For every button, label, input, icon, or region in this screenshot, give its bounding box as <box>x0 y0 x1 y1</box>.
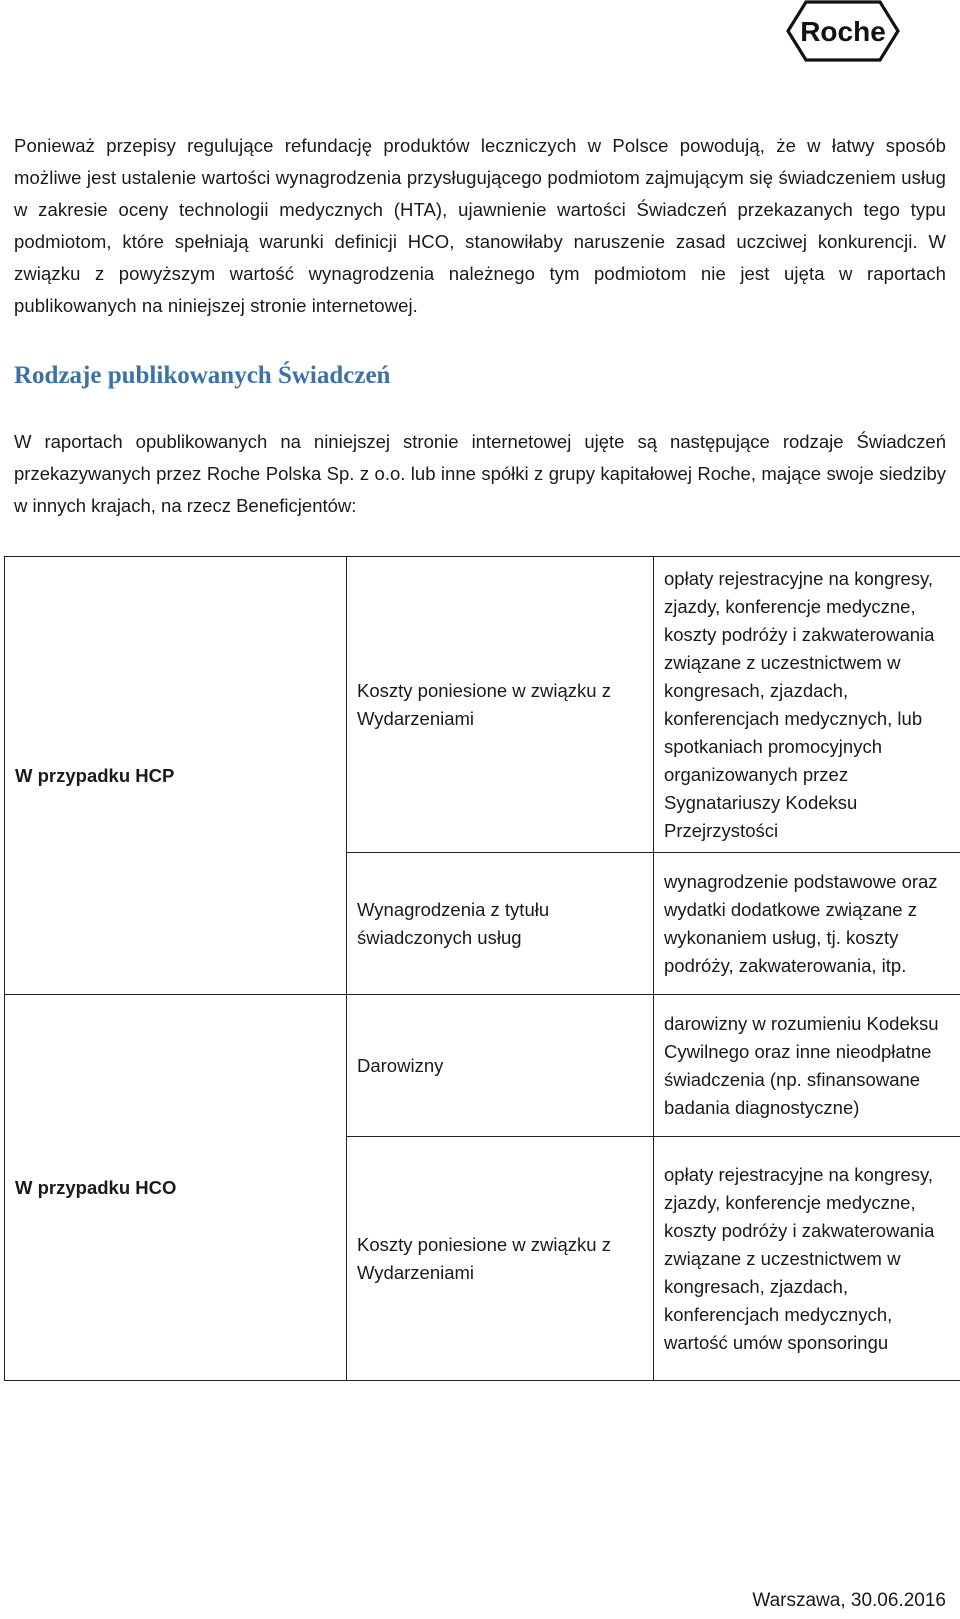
benefit-description-cell: darowizny w rozumieniu Kodeksu Cywilnego oraz inne nieodpłatne świadczenia (np. sfinansowane badania diagnostyczne) <box>654 995 960 1137</box>
lead-paragraph: W raportach opublikowanych na niniejszej stronie internetowej ujęte są następujące rodzaje Świadczeń przekazywanych przez Roche Polska Sp. z o.o. lub inne spółki z grupy kapitałowej Roche, mające swoje siedziby w innych krajach, na rzecz Beneficjentów: <box>14 431 946 516</box>
section-heading: Rodzaje publikowanych Świadczeń <box>14 362 391 389</box>
logo-text: Roche <box>800 16 886 47</box>
benefits-table <box>4 556 960 1381</box>
benefit-description-cell: wynagrodzenie podstawowe oraz wydatki dodatkowe związane z wykonaniem usług, tj. koszty podróży, zakwaterowania, itp. <box>654 853 960 995</box>
table-row <box>5 557 960 853</box>
benefit-type-cell: Koszty poniesione w związku z Wydarzeniami <box>347 1137 654 1381</box>
benefit-description-cell: opłaty rejestracyjne na kongresy, zjazdy, konferencje medyczne, koszty podróży i zakwaterowania związane z uczestnictwem w kongresach, zjazdach, konferencjach medycznych, lub spotkaniach promocyjnych organizowanych przez Sygnatariuszy Kodeksu Przejrzystości <box>654 557 960 853</box>
roche-logo <box>786 0 900 62</box>
intro-paragraph: Ponieważ przepisy regulujące refundację produktów leczniczych w Polsce powodują, że w łatwy sposób możliwe jest ustalenie wartości wynagrodzenia przysługującego podmiotom zajmującym się świadczeniem usług w zakresie oceny technologii medycznych (HTA), ujawnienie wartości Świadczeń przekazanych tego typu podmiotom, które spełniają warunki definicji HCO, stanowiłaby naruszenie zasad uczciwej konkurencji. W związku z powyższym wartość wynagrodzenia należnego tym podmiotom nie jest ujęta w raportach publikowanych na niniejszej stronie internetowej. <box>14 135 946 316</box>
group-label-hcp: W przypadku HCP <box>5 557 347 995</box>
benefit-type-cell: Darowizny <box>347 995 654 1137</box>
benefit-description-cell: opłaty rejestracyjne na kongresy, zjazdy, konferencje medyczne, koszty podróży i zakwaterowania związane z uczestnictwem w kongresach, zjazdach, konferencjach medycznych, wartość umów sponsoringu <box>654 1137 960 1381</box>
roche-hexagon-logo-icon <box>786 0 900 62</box>
table-row <box>5 995 960 1137</box>
benefit-type-cell: Wynagrodzenia z tytułu świadczonych usług <box>347 853 654 995</box>
footer-date: Warszawa, 30.06.2016 <box>752 1590 946 1611</box>
group-label-hco: W przypadku HCO <box>5 995 347 1381</box>
benefit-type-cell: Koszty poniesione w związku z Wydarzeniami <box>347 557 654 853</box>
